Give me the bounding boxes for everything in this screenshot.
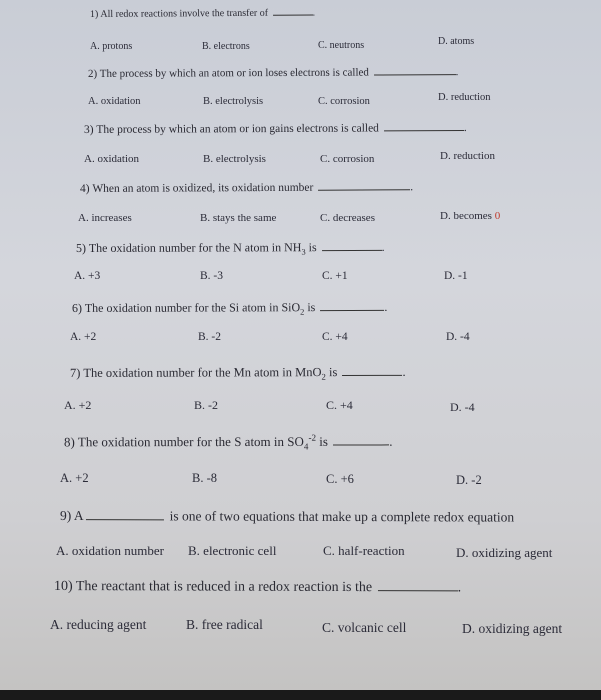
question-number: 7) <box>70 365 81 380</box>
subscript: 4 <box>303 441 309 452</box>
question-end: . <box>455 66 459 79</box>
option-b[interactable]: B. electrolysis <box>203 153 266 165</box>
question-text-before: The oxidation number for the Si atom in SiO <box>84 300 301 315</box>
question-10 <box>54 579 461 596</box>
question-end: . <box>384 299 388 314</box>
option-c[interactable]: C. volcanic cell <box>322 620 407 635</box>
question-text: The process by which an atom or ion loses electrons is called <box>99 66 369 80</box>
option-a[interactable]: A. increases <box>78 212 132 224</box>
subscript: 3 <box>301 247 306 257</box>
question-end: . <box>381 239 385 254</box>
question-text-after: is <box>325 365 338 380</box>
question-end: . <box>457 580 462 596</box>
question-text-before: The oxidation number for the Mn atom in MnO <box>83 365 322 380</box>
question-8 <box>64 432 392 451</box>
question-text-before: The oxidation number for the S atom in SO <box>77 433 304 450</box>
option-d[interactable]: D. -4 <box>450 400 475 414</box>
answer-blank[interactable] <box>320 309 384 311</box>
option-a[interactable]: A. reducing agent <box>50 617 147 632</box>
option-d[interactable] <box>440 210 500 222</box>
option-b[interactable]: B. electrolysis <box>203 96 264 107</box>
question-text-before: The oxidation number for the N atom in NH <box>88 240 302 255</box>
option-c[interactable]: C. corrosion <box>318 96 370 107</box>
question-number: 4) <box>80 182 90 195</box>
answer-blank[interactable] <box>333 444 389 446</box>
option-c[interactable]: C. corrosion <box>320 153 375 165</box>
option-b[interactable]: B. electronic cell <box>188 543 277 558</box>
question-9 <box>60 508 514 526</box>
answer-blank[interactable] <box>384 129 464 131</box>
option-c[interactable]: C. +1 <box>322 270 348 282</box>
question-text-before: A <box>73 508 84 524</box>
option-b[interactable]: B. stays the same <box>200 212 277 224</box>
question-end: . <box>410 181 414 194</box>
question-number: 3) <box>84 123 94 136</box>
answer-blank[interactable] <box>86 518 164 520</box>
question-text: The process by which an atom or ion gains electrons is called <box>96 122 379 136</box>
superscript: -2 <box>308 432 317 443</box>
option-c[interactable]: C. decreases <box>320 212 375 224</box>
question-number: 9) <box>59 508 72 524</box>
question-number: 10) <box>53 579 73 595</box>
question-1 <box>90 7 315 20</box>
answer-blank[interactable] <box>273 13 313 15</box>
option-d[interactable]: D. -4 <box>446 331 470 343</box>
question-number: 6) <box>72 300 83 315</box>
subscript: 2 <box>300 307 305 317</box>
question-text-after: is <box>316 433 328 449</box>
option-d[interactable]: D. oxidizing agent <box>456 545 553 560</box>
option-b[interactable]: B. -2 <box>194 398 218 412</box>
option-d-value: 0 <box>494 210 501 222</box>
option-a[interactable]: A. +2 <box>64 398 92 412</box>
question-end: . <box>312 7 316 19</box>
question-end: . <box>389 433 393 449</box>
option-d[interactable]: D. reduction <box>438 92 491 103</box>
question-end: . <box>402 364 406 379</box>
question-number: 1) <box>90 8 99 20</box>
option-d[interactable]: D. -1 <box>444 270 468 282</box>
option-a[interactable]: A. +2 <box>70 331 97 343</box>
question-text-after: is one of two equations that make up a complete redox equation <box>169 508 515 525</box>
question-4 <box>80 181 413 195</box>
option-d[interactable]: D. atoms <box>438 36 475 47</box>
option-a[interactable]: A. oxidation <box>88 96 141 107</box>
question-6 <box>72 300 387 317</box>
option-b[interactable]: B. electrons <box>202 41 250 52</box>
question-end: . <box>463 121 467 135</box>
question-text: The reactant that is reduced in a redox reaction is the <box>75 579 373 596</box>
answer-blank[interactable] <box>374 73 456 75</box>
option-c[interactable]: C. half-reaction <box>323 543 405 558</box>
question-2 <box>88 66 458 80</box>
option-d[interactable]: D. oxidizing agent <box>462 621 563 636</box>
answer-blank[interactable] <box>318 188 410 190</box>
option-a[interactable]: A. oxidation <box>84 153 139 165</box>
option-a[interactable]: A. protons <box>90 41 133 52</box>
question-number: 5) <box>76 240 87 255</box>
question-5 <box>76 240 385 257</box>
question-number: 8) <box>64 434 75 450</box>
question-text-after: is <box>305 240 317 255</box>
option-c[interactable]: C. neutrons <box>318 40 365 51</box>
option-b[interactable]: B. -2 <box>198 331 221 343</box>
question-text: All redox reactions involve the transfer of <box>100 7 269 20</box>
option-a[interactable]: A. oxidation number <box>56 543 164 558</box>
option-b[interactable]: B. -8 <box>192 471 217 485</box>
question-3 <box>84 122 467 136</box>
question-number: 2) <box>88 67 98 80</box>
answer-blank[interactable] <box>378 589 458 591</box>
option-b[interactable]: B. free radical <box>186 617 263 632</box>
option-c[interactable]: C. +4 <box>326 398 353 412</box>
question-text: When an atom is oxidized, its oxidation number <box>92 181 314 195</box>
option-a[interactable]: A. +3 <box>74 270 101 282</box>
question-7 <box>70 365 406 383</box>
option-b[interactable]: B. -3 <box>200 270 223 282</box>
option-c[interactable]: C. +4 <box>322 331 348 343</box>
option-d-label: D. becomes <box>440 210 492 222</box>
option-d[interactable]: D. reduction <box>440 150 495 162</box>
answer-blank[interactable] <box>342 374 402 376</box>
answer-blank[interactable] <box>322 249 382 251</box>
option-d[interactable]: D. -2 <box>456 473 482 487</box>
option-c[interactable]: C. +6 <box>326 472 354 486</box>
subscript: 2 <box>321 371 326 382</box>
option-a[interactable]: A. +2 <box>60 471 89 485</box>
question-text-after: is <box>304 300 316 315</box>
